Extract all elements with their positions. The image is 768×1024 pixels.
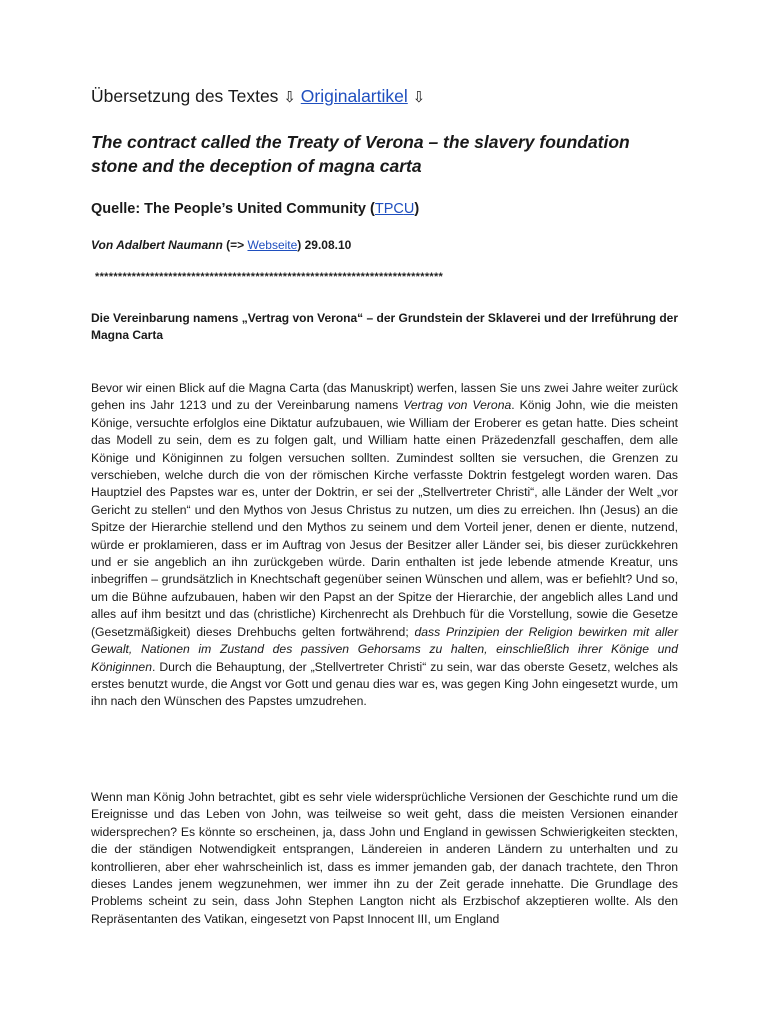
article-title: The contract called the Treaty of Verona – the slavery foundation stone and the deception of magna carta <box>91 132 630 176</box>
source-prefix: Quelle: The People’s United Community ( <box>91 201 375 217</box>
p1-text-c: . Durch die Behauptung, der „Stellvertreter Christi“ zu sein, war das oberste Gesetz, welches als erstes benutzt wurde, die Angst vor Gott und genau dies war es, was gegen King John eingesetzt wurde, um ihn nach den Wünschen des Papstes umzudrehen. <box>91 659 678 709</box>
author-name: Von Adalbert Naumann <box>91 238 223 252</box>
translation-header <box>91 86 425 107</box>
original-article-link[interactable]: Originalartikel <box>300 86 408 106</box>
website-link[interactable]: Webseite <box>247 238 298 252</box>
paragraph-2: Wenn man König John betrachtet, gibt es sehr viele widersprüchliche Versionen der Geschichte rund um die Ereignisse und das Leben von John, was teilweise so weit geht, dass die meisten Versionen einander widersprechen? Es könnte so erscheinen, ja, dass John und England in gewissen Schwierigkeiten steckten, die der ständigen Notwendigkeit entsprangen, Ländereien in anderen Ländern zu unterhalten und zu kontrollieren, aber eher wahrscheinlich ist, dass es immer jemanden gab, der danach trachtete, den Thron dieses Landes jenem wegzunehmen, wer immer ihn zu der Zeit gerade innehatte. Die Grundlage des Problems scheint zu sein, dass John Stephen Langton nicht als Erzbischof akzeptieren wollte. Als den Repräsentanten des Vatikan, eingesetzt von Papst Innocent III, um England <box>91 790 678 926</box>
author-pre-link: (=> <box>222 238 248 252</box>
down-arrow-icon: ⇩ <box>283 88 296 106</box>
down-arrow-icon: ⇩ <box>412 88 426 106</box>
source-line <box>91 201 419 217</box>
source-suffix: ) <box>414 201 420 217</box>
separator-line: **************************************************************************** <box>95 271 444 283</box>
p1-emphasis-treaty: Vertrag von Verona <box>403 398 512 413</box>
author-line <box>91 238 351 252</box>
tpcu-link-part2[interactable]: U <box>403 201 415 217</box>
tpcu-link-part1[interactable]: TPC <box>374 201 404 217</box>
author-date: ) 29.08.10 <box>297 238 352 252</box>
translation-label: Übersetzung des Textes <box>91 86 279 106</box>
paragraph-1 <box>91 380 678 711</box>
p1-text-a: Bevor wir einen Blick auf die Magna Carta (das Manuskript) werfen, lassen Sie uns zwei Jahre weiter zurück gehen ins Jahr 1213 und zu der Vereinbarung namens <box>91 381 678 413</box>
german-subtitle: Die Vereinbarung namens „Vertrag von Verona“ – der Grundstein der Sklaverei und der Irreführung der Magna Carta <box>91 311 678 342</box>
p1-text-b: . König John, wie die meisten Könige, versuchte erfolglos eine Diktatur aufzubauen, wie William der Eroberer es getan hatte. Dies scheint das Modell zu sein, dem es zu folgen galt, und William hatte einen Präzedenzfall geschaffen, dem alle Könige und Königinnen zu folgen versuchen sollten. Zumindest sollten sie versuchen, die Grenzen zu verschieben, welche durch die von der römischen Kirche verfasste Doktrin festgelegt worden waren. Das Hauptziel des Papstes war es, unter der Doktrin, er sei der „Stellvertreter Christi“, alle Länder der Welt „vor Gericht zu stellen“ und den Mythos von Jesus Christus zu nutzen, um dies zu erreichen. Ihn (Jesus) an die Spitze der Hierarchie stellend und den Mythos zu seinem und dem Vorteil jener, denen er diente, nutzend, würde er proklamieren, dass er im Auftrag von Jesus der Besitzer aller Länder sei, bis dieser zurückkehren und er sie angeblich an ihn zurückgeben würde. Darin enthalten ist jede lebende atmende Kreatur, uns inbegriffen – grundsätzlich in Knechtschaft gegenüber seinen Wünschen und allem, was er befiehlt? Und so, um die Bühne aufzubauen, haben wir den Papst an der Spitze der Hierarchie, der angeblich alles Land und alles auf ihm besitzt und das (christliche) Kirchenrecht als Drehbuch für die Vorstellung, sowie die Gesetze (Gesetzmäßigkeit) dieses Drehbuchs gelten fortwährend; <box>91 398 678 639</box>
p1-emphasis-quote: dass Prinzipien der Religion bewirken mit aller Gewalt, Nationen im Zustand des passiven Gehorsams zu halten, einschließlich ihrer Könige und Königinnen <box>91 624 679 674</box>
